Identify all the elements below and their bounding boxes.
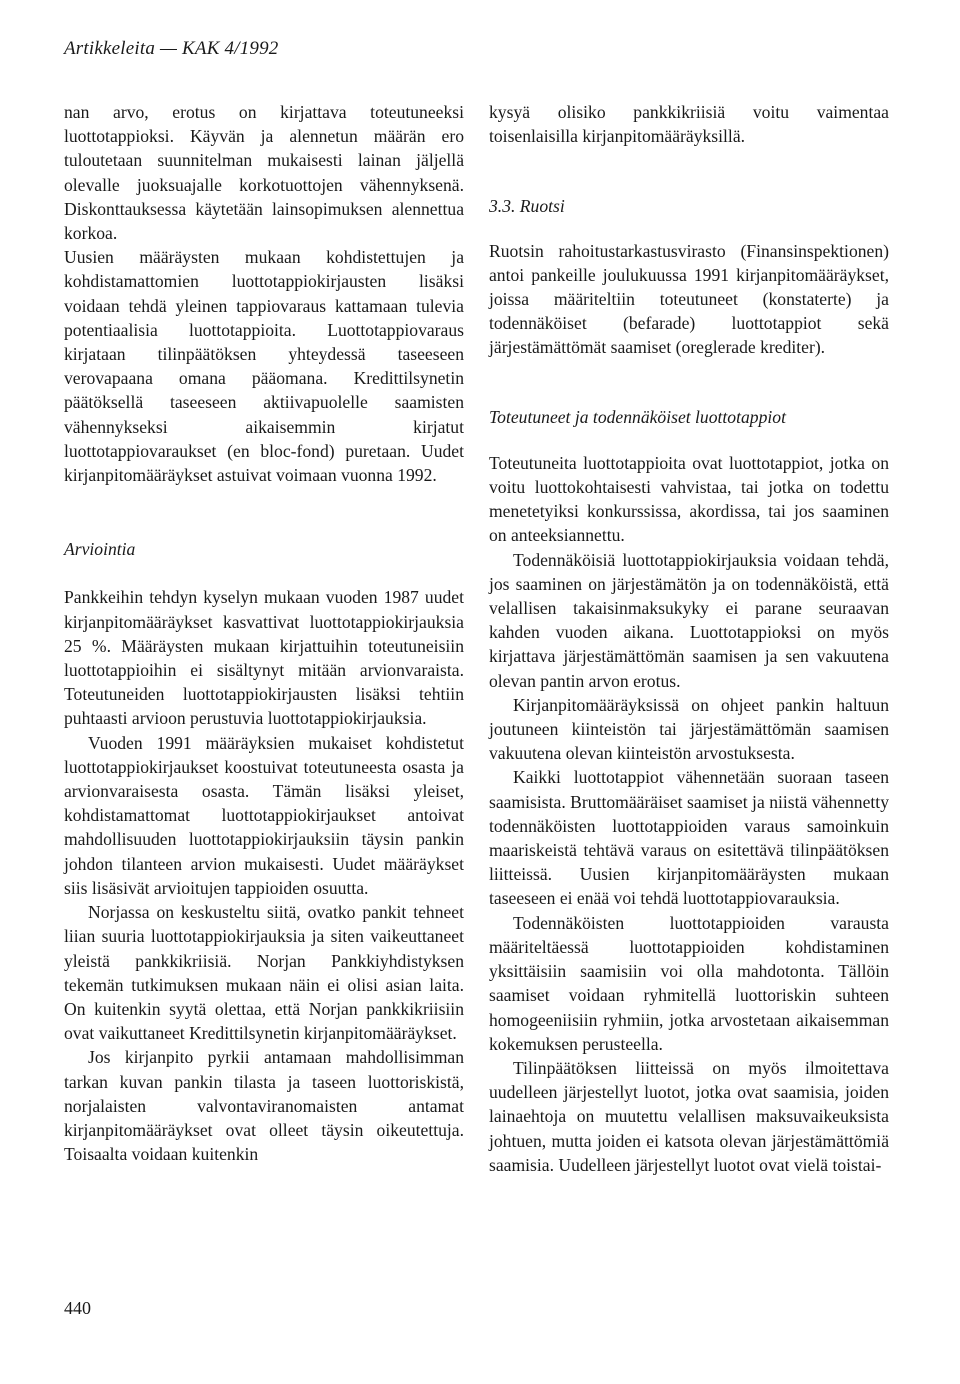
- paragraph: Vuoden 1991 määräyksien mukaiset kohdistetut luottotappiokirjaukset koostuivat toteutuneesta osasta ja arvionvaraisesta osasta. Tämän lisäksi yleiset, kohdistamattomat luottotappiokirjaukset antoivat mahdollisuuden luottotappiokirjauksiin täysin pankin johdon tilanteen arvion mukaisesti. Uudet määräykset siis lisäsivät arvioitujen tappioiden osuutta.: [64, 732, 464, 898]
- page-number: 440: [64, 1298, 91, 1318]
- paragraph: Pankkeihin tehdyn kyselyn mukaan vuoden 1987 uudet kirjanpitomääräykset kasvattivat luottotappiokirjauksia 25 %. Määräysten mukaan kirjattuihin toteutuneisiin luottotappioihin ei sisältynyt mitään arvionvaraista. Toteutuneiden luottotappiokirjausten lisäksi tehtiin puhtaasti arvioon perustuvia luottotappiokirjauksia.: [64, 587, 464, 729]
- paragraph: Jos kirjanpito pyrkii antamaan mahdollisimman tarkan kuvan pankin tilasta ja taseen luottoriskistä, norjalaisten valvontaviranomaisten antamat kirjanpitomääräykset ovat olleet täysin oikeutettuja. Toisaalta voidaan kuitenkin: [64, 1047, 464, 1165]
- right-column: [489, 100, 889, 1177]
- paragraph: Todennäköisten luottotappioiden varausta määriteltäessä luottotappioiden kohdistaminen yksittäisiin saamisiin voi olla mahdotonta. Tällöin saamiset voidaan ryhmitellä luottoriskin suhteen homogeeniisiin ryhmiin, jotka arvostetaan aikaisemman kokemuksen perusteella.: [489, 912, 889, 1054]
- paragraph: kysyä olisiko pankkikriisiä voitu vaimentaa toisenlaisilla kirjanpitomääräyksillä.: [489, 102, 889, 147]
- running-head: Artikkeleita — KAK 4/1992: [64, 38, 279, 59]
- paragraph: Toteutuneita luottotappioita ovat luottotappiot, jotka on voitu luottokohtaisesti vahvistaa, tai jotka on todettu menetetyiksi konkurssissa, akordissa, tai jos saaminen on anteeksiannettu.: [489, 452, 889, 546]
- subsection-heading-toteutuneet: Toteutuneet ja todennäköiset luottotappiot: [489, 406, 786, 427]
- paragraph: Kaikki luottotappiot vähennetään suoraan taseen saamisista. Bruttomääräiset saamiset ja niistä vähennetty todennäköisten luottotappioiden varaus samoinkuin maariskeistä tehtävä varaus on esitettävä tilinpäätöksen liitteissä. Uusien kirjanpitomääräysten mukaan taseeseen ei enää voi tehdä luottotappiovarauksia.: [489, 767, 889, 909]
- paragraph: Ruotsin rahoitustarkastusvirasto (Finansinspektionen) antoi pankeille joulukuussa 1991 kirjanpitomääräykset, joissa määriteltiin toteutuneet (konstaterte) ja todennäköiset (befarade) luottotappiot sekä järjestämättömät saamiset (oreglerade krediter).: [489, 240, 889, 358]
- section-heading-ruotsi: 3.3. Ruotsi: [489, 196, 565, 217]
- paragraph: Kirjanpitomääräyksissä on ohjeet pankin haltuun joutuneen kiinteistön tai järjestämättömän saamisen vakuutena olevan kiinteistön arvostuksesta.: [489, 694, 889, 764]
- paragraph: Uusien määräysten mukaan kohdistettujen ja kohdistamattomien luottotappiokirjausten lisäksi voidaan tehdä yleinen tappiovaraus kattamaan tulevia potentiaalisia luottotappioita. Luottotappiovaraus kirjataan tilinpäätöksen yhteydessä taseeseen verovapaana omana pääomana. Kredittilsynetin päätöksellä taseeseen aktiivapuolelle saamisten vähennykseksi aikaisemmin kirjatut luottotappiovaraukset (en bloc-fond) puretaan. Uudet kirjanpitomääräykset astuivat voimaan vuonna 1992.: [64, 247, 464, 486]
- paragraph: Norjassa on keskusteltu siitä, ovatko pankit tehneet liian suuria luottotappiokirjauksia ja siten vaikeuttaneet yleistä pankkikriisiä. Norjan Pankkiyhdistyksen tekemän tutkimuksen mukaan näin ei olisi asian laita. On kuitenkin syytä olettaa, että Norjan pankkikriisiin ovat vaikuttaneet Kredittilsynetin kirjanpitomääräykset.: [64, 902, 464, 1044]
- paragraph: Tilinpäätöksen liitteissä on myös ilmoitettava uudelleen järjestellyt luotot, jotka ovat saamisia, joiden lainaehtoja on muutettu velallisen maksuvaikeuksista johtuen, mutta joiden ei katsota olevan järjestämättömiä saamisia. Uudelleen järjestellyt luotot ovat vielä toistai-: [489, 1057, 889, 1175]
- paragraph: Todennäköisiä luottotappiokirjauksia voidaan tehdä, jos saaminen on järjestämätön ja on todennäköistä, että velallisen takaisinmaksukyky ei parane seuraavan kahden vuoden aikana. Luottotappioksi on myös kirjattava järjestämättömän saamisen ja sen vakuutena olevan pantin arvon erotus.: [489, 549, 889, 691]
- section-heading-arviointia: Arviointia: [64, 539, 136, 560]
- left-column: [64, 100, 464, 1166]
- paragraph: nan arvo, erotus on kirjattava toteutuneeksi luottotappioksi. Käyvän ja alennetun määrän ero tuloutetaan suunnitelman mukaisesti lainan jäljellä olevalle juoksuajalle korkotuottojen vähennyksenä. Diskonttauksessa käytetään lainsopimuksen alennettua korkoa.: [64, 102, 464, 244]
